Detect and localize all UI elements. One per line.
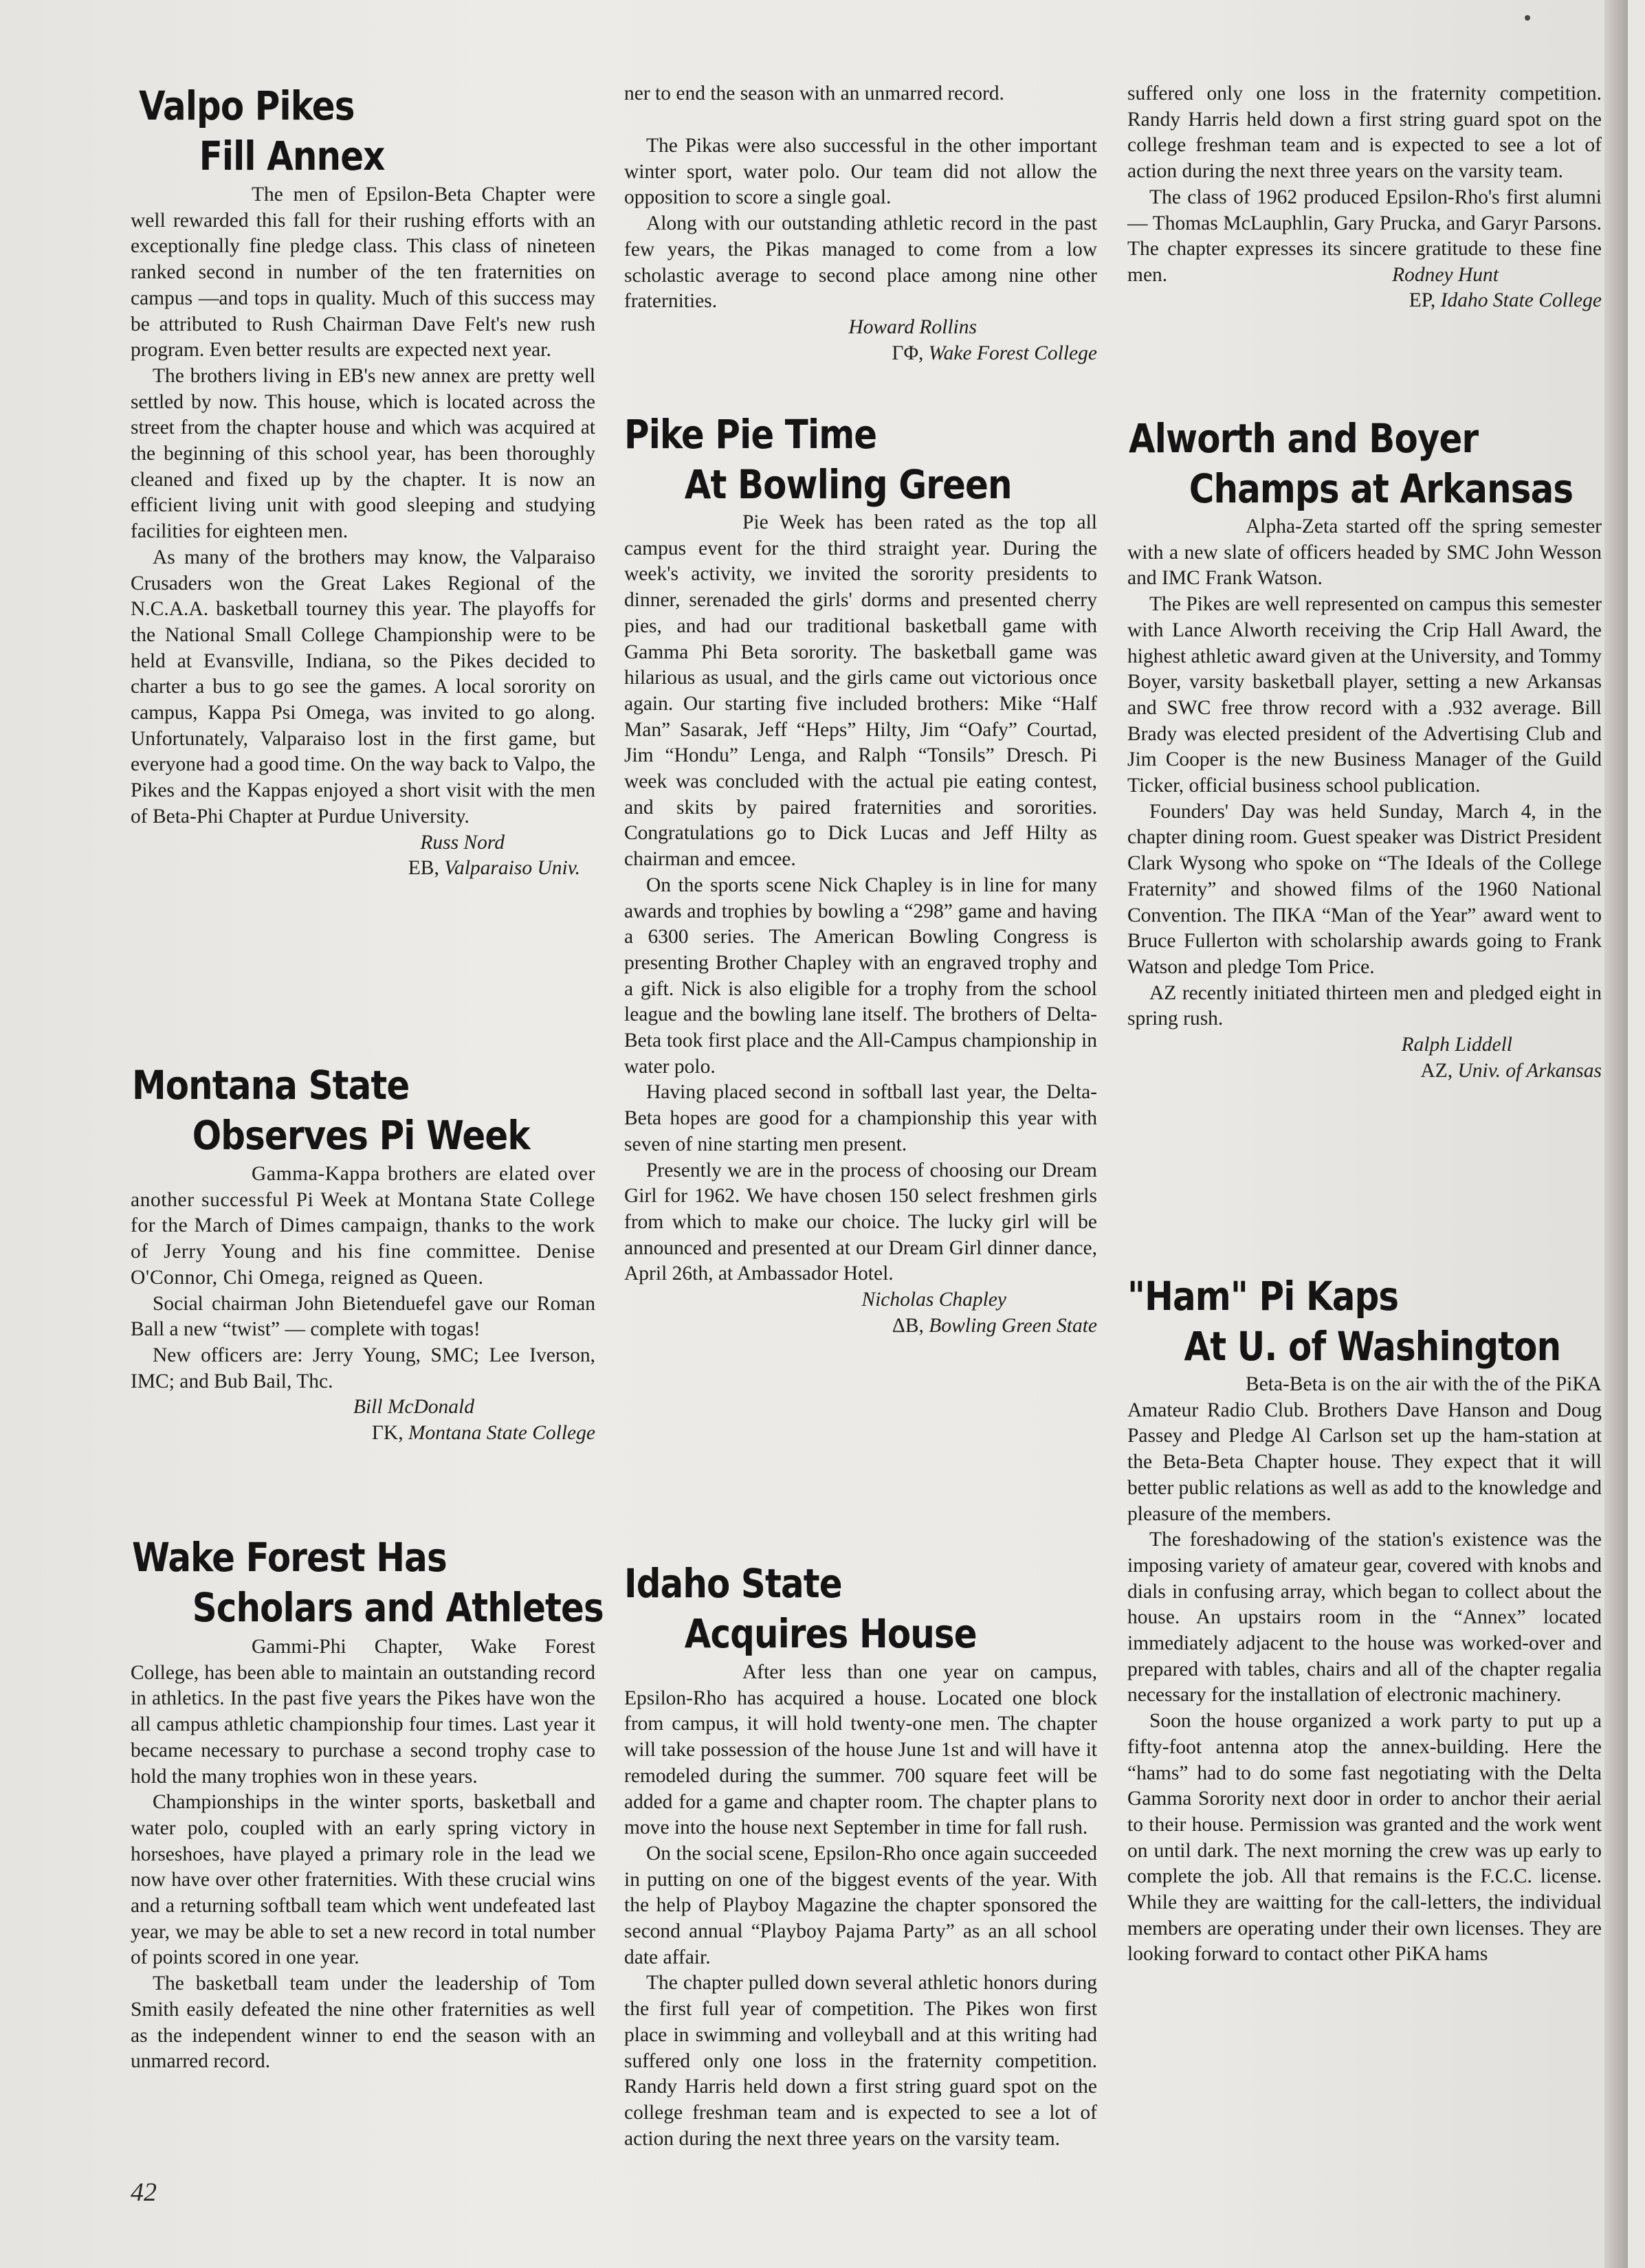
paragraph: Championships in the winter sports, basketball and water polo, coupled with an early spring victory in horseshoes, have played a primary role in the lead we now have over other fraternities. With these crucial wins and a returning softball team which went undefeated last year, we may be able to set a new record in total number of points scored in one year. [131, 1791, 595, 1969]
paragraph: Having placed second in softball last year, the Delta-Beta hopes are good for a championship this year with seven of nine starting men present. [624, 1081, 1097, 1155]
headline-line: Valpo Pikes [139, 82, 355, 129]
montana-article [131, 1161, 595, 1447]
montana-headline [132, 1060, 595, 1161]
school-name: Idaho State College [1440, 289, 1602, 312]
headline-line: At Bowling Green [684, 461, 1012, 508]
headline-line: Alworth and Boyer [1129, 415, 1479, 462]
paragraph: The foreshadowing of the station's existence was the imposing variety of amateur gear, covered with knobs and dials in confusing array, which began to collect about the house. An upstairs room in the “Annex” located immediately adjacent to the house was worked-over and prepared with tables, chairs and all of the chapter regalia necessary for the installation of electronic machinery. [1127, 1528, 1602, 1706]
washington-headline [1127, 1271, 1631, 1372]
school-name: Valparaiso Univ. [444, 857, 580, 880]
byline-chapter [131, 856, 595, 882]
paragraph-continued: suffered only one loss in the fraternity competition. Randy Harris held down a first string guard spot on the college freshman team and is expected to see a lot of action during the next three years on the varsity team. [1127, 82, 1602, 183]
paragraph: Pie Week has been rated as the top all campus event for the third straight year. During the week's activity, we invited the sorority presidents to dinner, serenaded the girls' dorms and presented cherry pies, and had our traditional basketball game with Gamma Phi Beta sorority. The basketball game was hilarious as usual, and the girls came out victorious once again. Our starting five included brothers: Mike “Half Man” Sasarak, Jeff “Heps” Hilty, Jim “Oafy” Courtad, Jim “Hondu” Lenga, and Ralph “Tonsils” Dresch. Pi week was concluded with the actual pie eating contest, and skits by paired fraternities and sororities. Congratulations go to Dick Lucas and Jeff Hilty as chairman and emcee. [624, 511, 1097, 871]
school-name: Univ. of Arkansas [1457, 1059, 1602, 1082]
paragraph: AZ recently initiated thirteen men and pledged eight in spring rush. [1127, 981, 1602, 1030]
paragraph: Gammi-Phi Chapter, Wake Forest College, has been able to maintain an outstanding record in athletics. In the past five years the Pikes have won the all campus athletic championship four times. Last year it became necessary to purchase a second trophy case to hold the many trophies won in these years. [131, 1636, 595, 1788]
paragraph: Gamma-Kappa brothers are elated over another successful Pi Week at Montana State College for the March of Dimes campaign, thanks to the work of Jerry Young and his fine committee. Denise O'Connor, Chi Omega, reigned as Queen. [131, 1163, 595, 1289]
headline-line: Montana State [132, 1062, 410, 1109]
byline-name: Ralph Liddell [1401, 1034, 1512, 1056]
paragraph-continued: ner to end the season with an unmarred record. [624, 82, 1004, 104]
paragraph: The basketball team under the leadership of Tom Smith easily defeated the nine other fraternities as well as the independent winner to end the season with an unmarred record. [131, 1972, 595, 2073]
idaho-headline [624, 1559, 1034, 1659]
byline-name: Russ Nord [420, 831, 505, 854]
chapter-letters: ΔB, [892, 1314, 924, 1337]
paragraph: The Pikes are well represented on campus this semester with Lance Alworth receiving the Crip Hall Award, the highest athletic award given at the University, and Tommy Boyer, varsity basketball player, setting a new Arkansas and SWC free throw record with a .932 average. Bill Brady was elected president of the Advertising Club and Jim Cooper is the new Business Manager of the Guild Ticker, official business school publication. [1127, 593, 1602, 797]
paragraph: Alpha-Zeta started off the spring semester with a new slate of officers headed by SMC John Wesson and IMC Frank Watson. [1127, 515, 1602, 590]
paragraph: The Pikas were also successful in the other important winter sport, water polo. Our team did not allow the opposition to score a single goal. [624, 135, 1097, 209]
paragraph: New officers are: Jerry Young, SMC; Lee Iverson, IMC; and Bub Bail, Thc. [131, 1344, 595, 1392]
byline-chapter [624, 1313, 1097, 1339]
page-mark [1525, 15, 1530, 21]
school-name: Montana State College [408, 1422, 595, 1445]
wake-article-part2 [624, 81, 1097, 107]
paragraph: The chapter pulled down several athletic honors during the first full year of competition. The Pikes won first place in swimming and volleyball and at this writing had suffered only one loss in the fraternity competition. Randy Harris held down a first string guard spot on the college freshman team and is expected to see a lot of action during the next three years on the varsity team. [624, 1972, 1097, 2150]
headline-line: Pike Pie Time [624, 411, 877, 458]
byline-chapter [131, 1421, 595, 1447]
idaho-article-part2 [1127, 81, 1602, 314]
byline-name: Nicholas Chapley [861, 1289, 1006, 1311]
paragraph: On the social scene, Epsilon-Rho once again succeeded in putting on one of the biggest events of the year. With the help of Playboy Magazine the chapter sponsored the second annual “Playboy Pajama Party” as an all school date affair. [624, 1842, 1097, 1968]
headline-line: Scholars and Athletes [192, 1584, 604, 1631]
paragraph: Presently we are in the process of choosing our Dream Girl for 1962. We have chosen 150 select freshmen girls from which to make our choice. The lucky girl will be announced and presented at our Dream Girl dinner dance, April 26th, at Ambassador Hotel. [624, 1159, 1097, 1285]
paragraph: After less than one year on campus, Epsilon-Rho has acquired a house. Located one block from campus, it will hold twenty-one men. The chapter will take possession of the house June 1st and will have it remodeled during the summer. 700 square feet will be added for a game and chapter room. The chapter plans to move into the house next September in time for fall rush. [624, 1661, 1097, 1839]
school-name: Wake Forest College [928, 342, 1097, 364]
paragraph: As many of the brothers may know, the Valparaiso Crusaders won the Great Lakes Regional of the N.C.A.A. basketball tourney this year. The playoffs for the National Small College Championship were to be held at Evansville, Indiana, so the Pikes decided to charter a bus to go see the games. A local sorority on campus, Kappa Psi Omega, was invited to go along. Unfortunately, Valparaiso lost in the first game, but everyone had a good time. On the way back to Valpo, the Pikes and the Kappas enjoyed a short visit with the men of Beta-Phi Chapter at Purdue University. [131, 546, 595, 827]
byline-name: Bill McDonald [353, 1396, 474, 1419]
byline-chapter [624, 341, 1097, 367]
headline-line: Champs at Arkansas [1189, 465, 1574, 512]
valpo-article [131, 182, 595, 882]
headline-line: "Ham" Pi Kaps [1127, 1273, 1399, 1320]
paragraph: Beta-Beta is on the air with the of the PiKA Amateur Radio Club. Brothers Dave Hanson and Doug Passey and Pledge Al Carlson set up the ham-station at the Beta-Beta Chapter house. They expect that it will better public relations as well as add to the knowledge and pleasure of the members. [1127, 1373, 1602, 1525]
headline-line: Wake Forest Has [132, 1534, 447, 1581]
arkansas-article [1127, 514, 1602, 1084]
byline-name: Howard Rollins [848, 315, 977, 338]
wake-article-part1 [131, 1634, 595, 2073]
valpo-headline [139, 81, 425, 181]
paragraph: On the sports scene Nick Chapley is in line for many awards and trophies by bowling a “298” game and having a 6300 series. The American Bowling Congress is presenting Brother Chapley with an engraved trophy and a gift. Nick is also eligible for a trophy from the school league and the bowling lane itself. The brothers of Delta-Beta took first place and the All-Campus championship in water polo. [624, 874, 1097, 1078]
washington-article [1127, 1372, 1602, 2179]
byline-chapter [1127, 288, 1602, 314]
paragraph: The men of Epsilon-Beta Chapter were well rewarded this fall for their rushing efforts with an exceptionally fine pledge class. This class of nineteen ranked second in number of the ten fraternities on campus —and tops in quality. Much of this success may be attributed to Rush Chairman Dave Felt's new rush program. Even better results are expected next year. [131, 184, 595, 362]
page-number: 42 [131, 2178, 157, 2207]
headline-line: Idaho State [624, 1560, 842, 1607]
chapter-letters: EP, [1409, 289, 1436, 312]
headline-line: At U. of Washington [1184, 1323, 1561, 1370]
idaho-article-part1 [624, 1660, 1097, 2168]
headline-line: Acquires House [684, 1610, 977, 1657]
bowling-article [624, 510, 1097, 1339]
chapter-letters: ΓK, [371, 1422, 404, 1445]
byline-name: Rodney Hunt [1392, 263, 1499, 286]
paragraph: The class of 1962 produced Epsilon-Rho's first alumni — Thomas McLauphlin, Gary Prucka, and Garyr Parsons. The chapter expresses its sincere gratitude to these fine men. [1127, 186, 1602, 286]
binding-edge [1604, 0, 1628, 2268]
chapter-letters: AZ, [1420, 1059, 1453, 1082]
paragraph: Along with our outstanding athletic record in the past few years, the Pikas managed to come from a low scholastic average to second place among nine other fraternities. [624, 212, 1097, 313]
chapter-letters: ΓΦ, [892, 342, 924, 364]
headline-line: Observes Pi Week [192, 1112, 530, 1159]
paragraph: Founders' Day was held Sunday, March 4, in the chapter dining room. Guest speaker was District President Clark Wysong who spoke on “The Ideals of the College Fraternity” and showed films of the 1960 National Convention. The ΠΚΑ “Man of the Year” award went to Bruce Fullerton with scholarship awards going to Frank Watson and pledge Tom Price. [1127, 800, 1602, 978]
headline-line: Fill Annex [199, 133, 385, 179]
bowling-headline [624, 410, 1074, 510]
wake-headline [132, 1533, 680, 1633]
paragraph: The brothers living in EB's new annex are pretty well settled by now. This house, which is located across the street from the chapter house and which was acquired at the beginning of this school year, has been thoroughly cleaned and fixed up by the chapter. It is now an efficient living unit with good sleeping and studying facilities for eighteen men. [131, 364, 595, 543]
byline-chapter [1127, 1058, 1602, 1085]
school-name: Bowling Green State [929, 1314, 1097, 1337]
paragraph: Social chairman John Bietenduefel gave our Roman Ball a new “twist” — complete with togas! [131, 1292, 595, 1341]
chapter-letters: EB, [408, 857, 439, 880]
wake-article-part3 [624, 133, 1097, 366]
arkansas-headline [1129, 414, 1645, 514]
paragraph: Soon the house organized a work party to put up a fifty-foot antenna atop the annex-building. Here the “hams” had to do some fast negotiating with the Delta Gamma Sorority next door in order to anchor their aerial to their house. Permission was granted and the work went on until dark. The next morning the crew was up early to complete the job. All that remains is the F.C.C. license. While they are waitting for the call-letters, the individual members are operating under their own licenses. They are looking forward to contact other PiKA hams [1127, 1710, 1602, 1966]
